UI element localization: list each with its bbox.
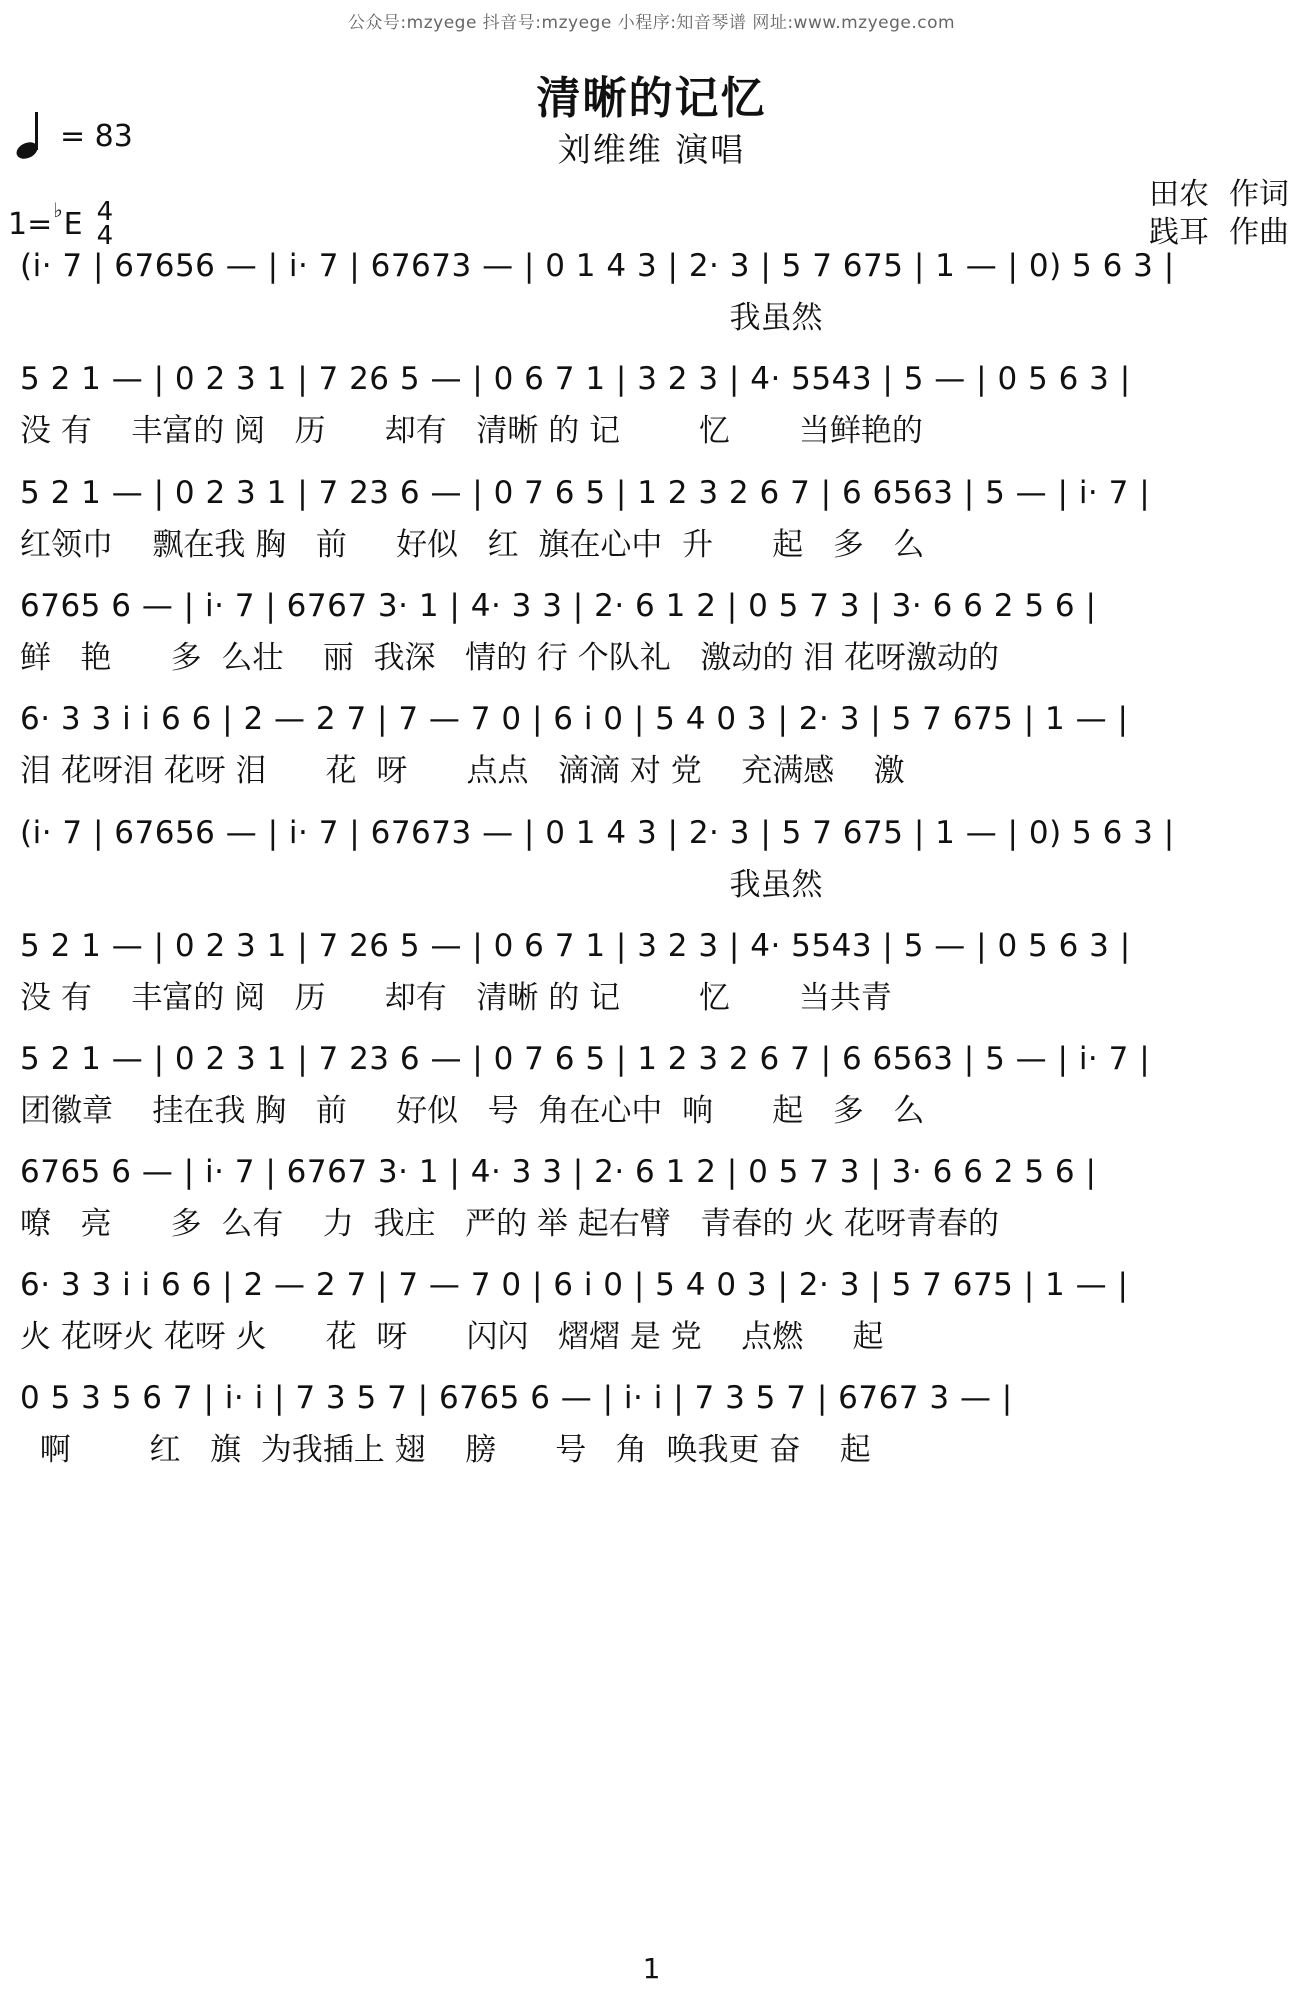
- composer-name: 践耳: [1149, 215, 1209, 250]
- notation-line: (i· 7 | 67656 — | i· 7 | 67673 — | 0 1 4 3 | 2· 3 | 5 7 675 | 1 — | 0) 5 6 3 |: [20, 815, 1175, 851]
- lyrics-line: 泪 花呀泪 花呀 泪 花 呀 点点 滴滴 对 党 充满感 激: [20, 753, 905, 789]
- time-signature-bottom: 4: [96, 221, 114, 251]
- lyrics-line: 红领巾 飘在我 胸 前 好似 红 旗在心中 升 起 多 么: [20, 527, 925, 563]
- score-system: [0, 570, 1303, 690]
- score-system: [0, 910, 1303, 1030]
- lyrics-line: 没 有 丰富的 阅 历 却有 清晰 的 记 忆 当共青: [20, 980, 892, 1016]
- site-banner: 公众号:mzyege 抖音号:mzyege 小程序:知音琴谱 网址:www.mzyege.com: [347, 13, 956, 33]
- lyrics-line: 啊 红 旗 为我插上 翅 膀 号 角 唤我更 奋 起: [20, 1432, 871, 1468]
- notation-line: 6765 6 — | i· 7 | 6767 3· 1 | 4· 3 3 | 2· 6 1 2 | 0 5 7 3 | 3· 6 6 2 5 6 |: [20, 588, 1097, 624]
- key-note: E: [63, 206, 83, 242]
- score-system: [0, 683, 1303, 803]
- score-system: [0, 230, 1303, 350]
- lyrics-line: 鲜 艳 多 么壮 丽 我深 情的 行 个队礼 激动的 泪 花呀激动的: [20, 640, 1000, 676]
- score-system: [0, 457, 1303, 577]
- score-system: [0, 1136, 1303, 1256]
- flat-icon: ♭: [53, 198, 63, 222]
- lyrics-line: 嘹 亮 多 么有 力 我庄 严的 举 起右臂 青春的 火 花呀青春的: [20, 1206, 1000, 1242]
- score-system: [0, 1362, 1303, 1482]
- key-prefix: 1=: [8, 206, 53, 242]
- singer-credit: 刘维维 演唱: [557, 130, 746, 169]
- notation-line: 5 2 1 — | 0 2 3 1 | 7 26 5 — | 0 6 7 1 | 3 2 3 | 4· 5543 | 5 — | 0 5 6 3 |: [20, 928, 1131, 964]
- tempo-marking: [14, 112, 133, 160]
- time-signature-top: 4: [96, 197, 114, 227]
- score-system: [0, 797, 1303, 917]
- lyricist-role: 作词: [1229, 177, 1289, 212]
- notation-line: 6· 3 3 i i 6 6 | 2 — 2 7 | 7 — 7 0 | 6 i 0 | 5 4 0 3 | 2· 3 | 5 7 675 | 1 — |: [20, 701, 1129, 737]
- notation-line: 5 2 1 — | 0 2 3 1 | 7 23 6 — | 0 7 6 5 | 1 2 3 2 6 7 | 6 6563 | 5 — | i· 7 |: [20, 475, 1151, 511]
- lyrics-line: 我虽然: [20, 867, 823, 903]
- lyrics-line: 火 花呀火 花呀 火 花 呀 闪闪 熠熠 是 党 点燃 起: [20, 1319, 884, 1355]
- score-system: [0, 343, 1303, 463]
- quarter-note-icon: [14, 112, 54, 160]
- lyrics-line: 没 有 丰富的 阅 历 却有 清晰 的 记 忆 当鲜艳的: [20, 413, 923, 449]
- tempo-value: = 83: [60, 118, 133, 154]
- notation-line: (i· 7 | 67656 — | i· 7 | 67673 — | 0 1 4 3 | 2· 3 | 5 7 675 | 1 — | 0) 5 6 3 |: [20, 248, 1175, 284]
- notation-line: 6· 3 3 i i 6 6 | 2 — 2 7 | 7 — 7 0 | 6 i 0 | 5 4 0 3 | 2· 3 | 5 7 675 | 1 — |: [20, 1267, 1129, 1303]
- lyrics-line: 我虽然: [20, 300, 823, 336]
- lyrics-line: 团徽章 挂在我 胸 前 好似 号 角在心中 响 起 多 么: [20, 1093, 925, 1129]
- page-number: 1: [642, 1952, 661, 1985]
- lyricist-name: 田农: [1149, 177, 1209, 212]
- composer-role: 作曲: [1229, 215, 1289, 250]
- notation-line: 5 2 1 — | 0 2 3 1 | 7 26 5 — | 0 6 7 1 | 3 2 3 | 4· 5543 | 5 — | 0 5 6 3 |: [20, 361, 1131, 397]
- score-system: [0, 1249, 1303, 1369]
- notation-line: 6765 6 — | i· 7 | 6767 3· 1 | 4· 3 3 | 2· 6 1 2 | 0 5 7 3 | 3· 6 6 2 5 6 |: [20, 1154, 1097, 1190]
- notation-line: 0 5 3 5 6 7 | i· i | 7 3 5 7 | 6765 6 — | i· i | 7 3 5 7 | 6767 3 — |: [20, 1380, 1013, 1416]
- notation-line: 5 2 1 — | 0 2 3 1 | 7 23 6 — | 0 7 6 5 | 1 2 3 2 6 7 | 6 6563 | 5 — | i· 7 |: [20, 1041, 1151, 1077]
- lyricist-credit: [1149, 176, 1289, 214]
- song-title: 清晰的记忆: [536, 73, 767, 124]
- score-system: [0, 1023, 1303, 1143]
